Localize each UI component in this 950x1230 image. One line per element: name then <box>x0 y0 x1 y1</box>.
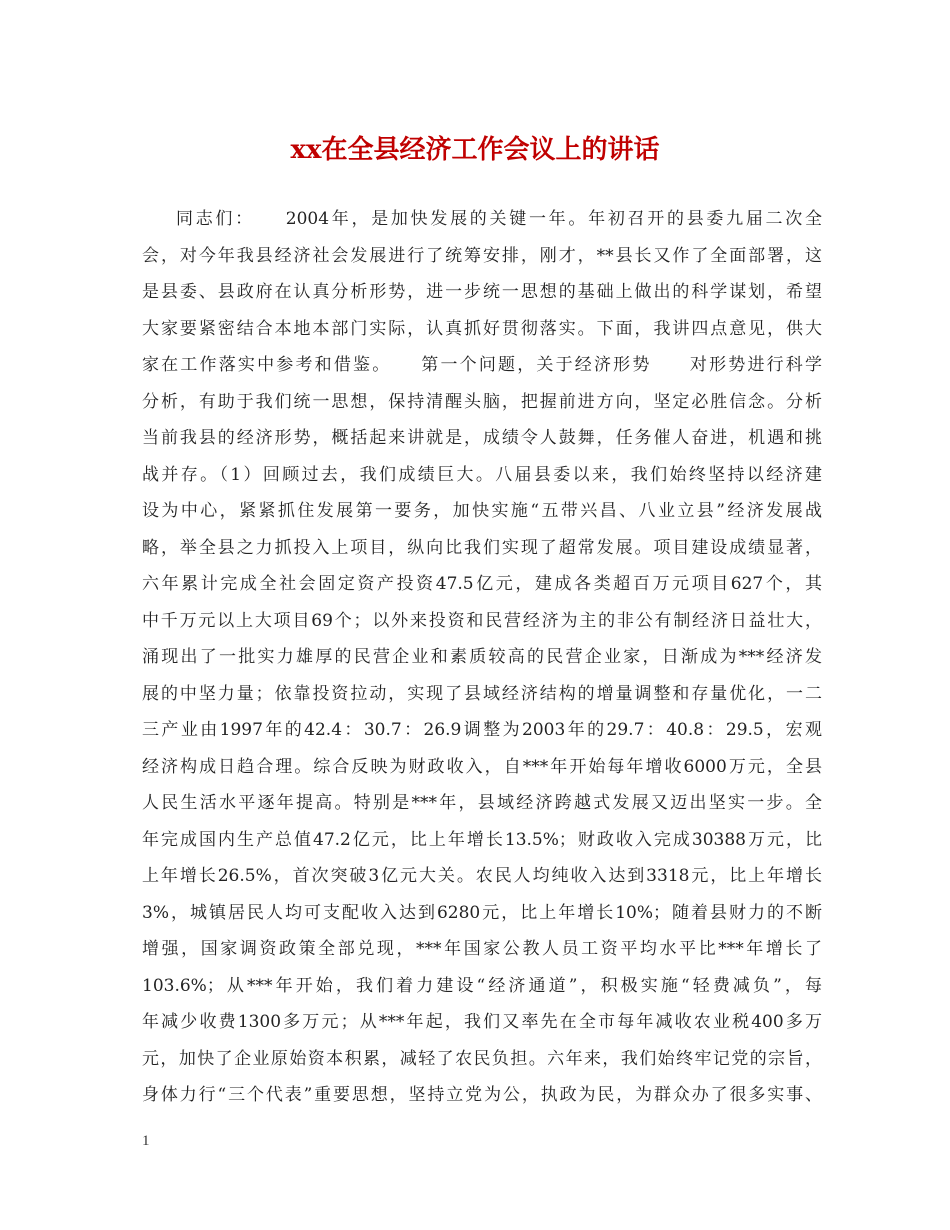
body-text-line: 家在工作落实中参考和借鉴。 第一个问题，关于经济形势 对形势进行科学 <box>142 355 822 375</box>
body-text-line: 分析，有助于我们统一思想，保持清醒头脑，把握前进方向，坚定必胜信念。分析 <box>142 391 822 412</box>
body-text-line: 人民生活水平逐年提高。特别是***年，县域经济跨越式发展又迈出坚实一步。全 <box>142 793 822 813</box>
body-text-line: 战并存。（1）回顾过去，我们成绩巨大。八届县委以来，我们始终坚持以经济建 <box>142 464 822 485</box>
body-text-line: 大家要紧密结合本地本部门实际，认真抓好贯彻落实。下面，我讲四点意见，供大 <box>142 318 822 339</box>
body-text-line: 设为中心，紧紧抓住发展第一要务，加快实施“五带兴昌、八业立县”经济发展战 <box>142 501 822 521</box>
document-title: xx在全县经济工作会议上的讲话 <box>290 135 660 165</box>
body-text-line: 中千万元以上大项目69个；以外来投资和民营经济为主的非公有制经济日益壮大， <box>142 610 822 631</box>
body-text-line: 3%，城镇居民人均可支配收入达到6280元，比上年增长10%；随着县财力的不断 <box>142 902 822 923</box>
body-text-line: 经济构成日趋合理。综合反映为财政收入，自***年开始每年增收6000万元，全县 <box>142 756 822 777</box>
body-text-line: 增强，国家调资政策全部兑现，***年国家公教人员工资平均水平比***年增长了 <box>142 939 822 959</box>
body-text-line: 是县委、县政府在认真分析形势，进一步统一思想的基础上做出的科学谋划，希望 <box>142 282 822 302</box>
body-text-line: 年完成国内生产总值47.2亿元，比上年增长13.5%；财政收入完成30388万元，比 <box>142 829 822 850</box>
body-text-line: 上年增长26.5%，首次突破3亿元大关。农民人均纯收入达到3318元，比上年增长 <box>142 866 822 886</box>
body-text-line: 元，加快了企业原始资本积累，减轻了农民负担。六年来，我们始终牢记党的宗旨， <box>142 1048 822 1069</box>
body-text-line: 103.6%；从***年开始，我们着力建设“经济通道”，积极实施“轻费减负”，每 <box>142 975 822 996</box>
body-text-line: 同志们： 2004年，是加快发展的关键一年。年初召开的县委九届二次全 <box>176 209 822 229</box>
body-text-line: 会，对今年我县经济社会发展进行了统筹安排，刚才，**县长又作了全面部署，这 <box>142 245 822 266</box>
body-text-line: 年减少收费1300多万元；从***年起，我们又率先在全市每年减收农业税400多万 <box>142 1012 822 1032</box>
page-number: 1 <box>142 1133 150 1149</box>
document-body <box>142 201 822 1114</box>
body-text-line: 当前我县的经济形势，概括起来讲就是，成绩令人鼓舞，任务催人奋进，机遇和挑 <box>142 428 822 448</box>
body-text-line: 六年累计完成全社会固定资产投资47.5亿元，建成各类超百万元项目627个，其 <box>142 574 822 594</box>
body-text-line: 身体力行“三个代表”重要思想，坚持立党为公，执政为民，为群众办了很多实事、 <box>142 1085 822 1105</box>
body-text-line: 略，举全县之力抓投入上项目，纵向比我们实现了超常发展。项目建设成绩显著， <box>142 537 822 558</box>
body-text-line: 涌现出了一批实力雄厚的民营企业和素质较高的民营企业家，日渐成为***经济发 <box>142 647 822 667</box>
body-text-line: 三产业由1997年的42.4：30.7：26.9调整为2003年的29.7：40.8：29.5，宏观 <box>142 720 822 740</box>
body-text-line: 展的中坚力量；依靠投资拉动，实现了县域经济结构的增量调整和存量优化，一二 <box>142 683 822 704</box>
